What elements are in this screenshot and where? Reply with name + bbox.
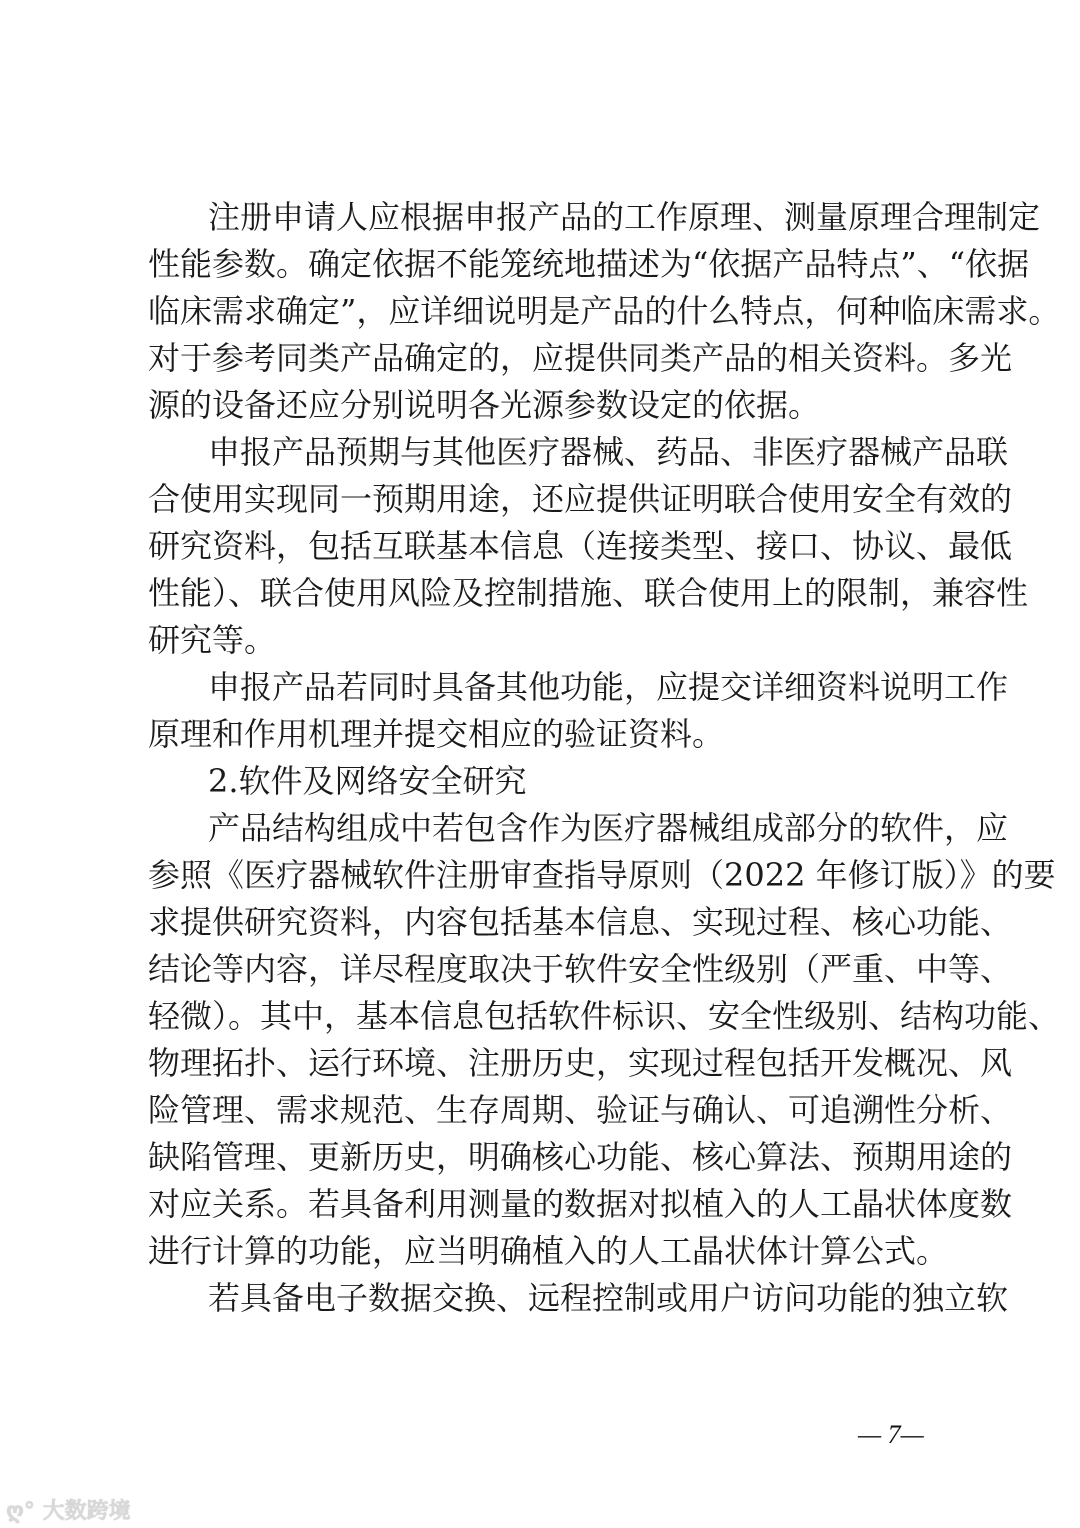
paragraph-line: 若具备电子数据交换、远程控制或用户访问功能的独立软 [208, 1279, 1009, 1317]
paragraph-line: 性能参数。确定依据不能笼统地描述为“依据产品特点”、“依据 [148, 245, 1030, 283]
watermark-text: 大数跨境 [42, 1499, 131, 1524]
paragraph-line: 对于参考同类产品确定的，应提供同类产品的相关资料。多光 [148, 339, 1013, 377]
section-heading: 2.软件及网络安全研究 [208, 762, 527, 800]
paragraph-line: 产品结构组成中若包含作为医疗器械组成部分的软件，应 [208, 809, 1009, 847]
document-body [148, 194, 1061, 1322]
paragraph-line: 参照《医疗器械软件注册审查指导原则（2022 年修订版）》的要 [148, 856, 1056, 894]
paragraph-line: 研究等。 [148, 621, 277, 659]
paragraph-line: 原理和作用机理并提交相应的验证资料。 [148, 715, 725, 753]
paragraph-line: 求提供研究资料，内容包括基本信息、实现过程、核心功能、 [148, 903, 1013, 941]
paragraph-line: 注册申请人应根据申报产品的工作原理、测量原理合理制定 [208, 198, 1041, 236]
paragraph-line: 对应关系。若具备利用测量的数据对拟植入的人工晶状体度数 [148, 1185, 1013, 1223]
paragraph-line: 进行计算的功能，应当明确植入的人工晶状体计算公式。 [148, 1232, 949, 1270]
paragraph-line: 缺陷管理、更新历史，明确核心功能、核心算法、预期用途的 [148, 1138, 1013, 1176]
page-number: — 7— [858, 1420, 924, 1449]
watermark-logo: ღ° 大数跨境 [6, 1499, 131, 1524]
paragraph-line: 轻微）。其中，基本信息包括软件标识、安全性级别、结构功能、 [148, 997, 1061, 1035]
paragraph-line: 性能）、联合使用风险及控制措施、联合使用上的限制，兼容性 [148, 574, 1029, 612]
paragraph-line: 临床需求确定”，应详细说明是产品的什么特点，何种临床需求。 [148, 292, 1061, 330]
paragraph-line: 申报产品预期与其他医疗器械、药品、非医疗器械产品联 [208, 433, 1009, 471]
paragraph-line: 险管理、需求规范、生存周期、验证与确认、可追溯性分析、 [148, 1091, 1013, 1129]
paragraph-line: 研究资料，包括互联基本信息（连接类型、接口、协议、最低 [148, 527, 1013, 565]
paragraph-line: 合使用实现同一预期用途，还应提供证明联合使用安全有效的 [148, 480, 1013, 518]
paragraph-line: 结论等内容，详尽程度取决于软件安全性级别（严重、中等、 [148, 950, 1013, 988]
paragraph-line: 申报产品若同时具备其他功能，应提交详细资料说明工作 [208, 668, 1009, 706]
paragraph-line: 物理拓扑、运行环境、注册历史，实现过程包括开发概况、风 [148, 1044, 1013, 1082]
paragraph-line: 源的设备还应分别说明各光源参数设定的依据。 [148, 386, 821, 424]
